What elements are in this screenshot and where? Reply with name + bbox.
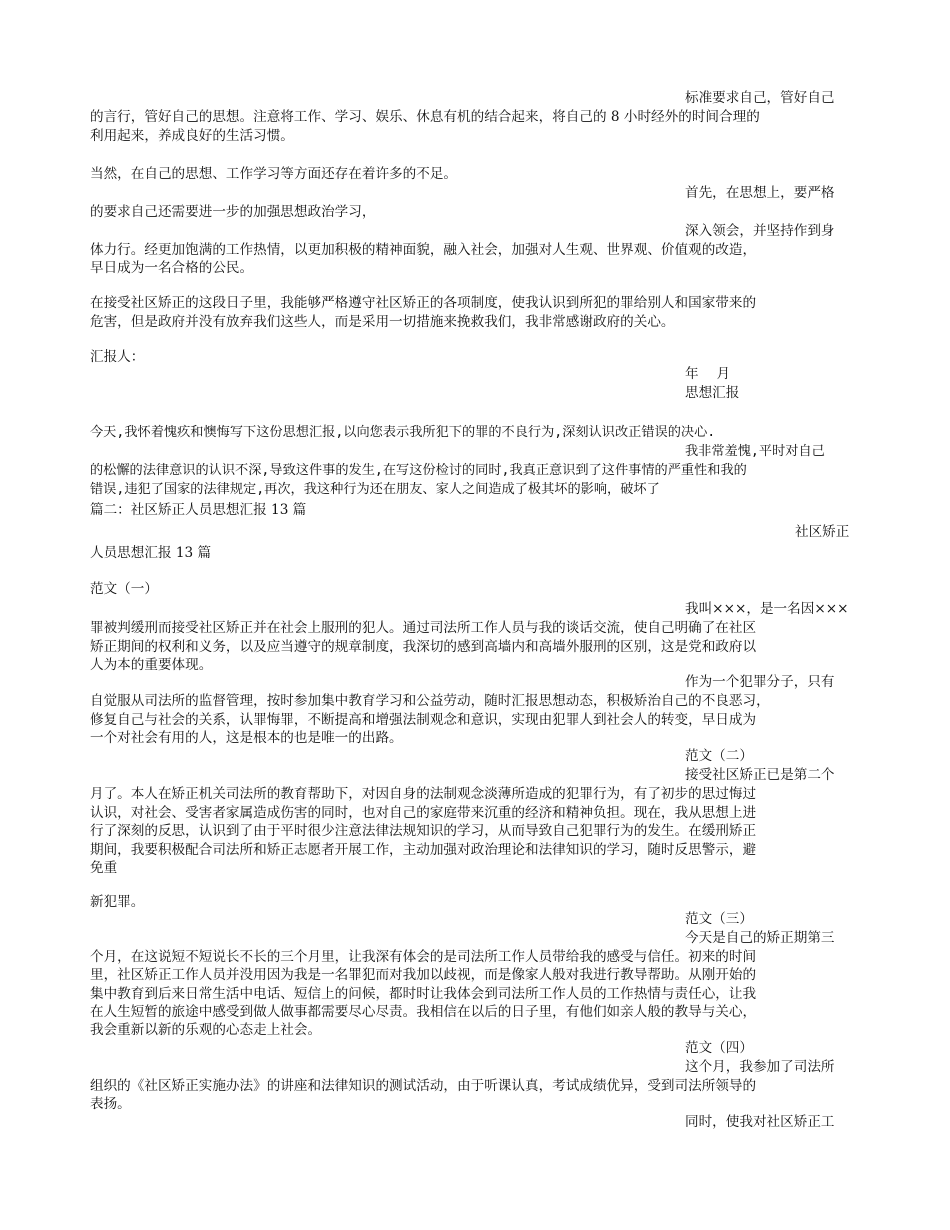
text-line: 汇报人：	[90, 349, 145, 365]
text-line: 利用起来，养成良好的生活习惯。	[90, 128, 294, 144]
text-line: 标准要求自己，管好自己	[685, 90, 835, 106]
text-line: 里，社区矫正工作人员并没用因为我是一名罪犯而对我加以歧视，而是像家人般对我进行教导帮助。从刚开始的	[90, 967, 757, 983]
text-line: 矫正期间的权利和义务，以及应当遵守的规章制度，我深切的感到高墙内和高墙外服刑的区别，这是党和政府以	[90, 639, 757, 655]
text-line: 的松懈的法律意识的认识不深,导致这件事的发生,在写这份检讨的同时,我真正意识到了这件事情的严重性和我的	[90, 463, 747, 478]
text-line: 体力行。经更加饱满的工作热情，以更加积极的精神面貌，融入社会，加强对人生观、世界观、价值观的改造，	[90, 242, 757, 258]
text-line: 组织的《社区矫正实施办法》的讲座和法律知识的测试活动，由于听课认真，考试成绩优异，受到司法所领导的	[90, 1078, 757, 1094]
text-line: 早日成为一名合格的公民。	[90, 260, 254, 276]
text-line: 一个对社会有用的人，这是根本的也是唯一的出路。	[90, 730, 403, 746]
text-line: 我会重新以新的乐观的心态走上社会。	[90, 1022, 322, 1038]
text-line: 深入领会，并坚持作到身	[685, 223, 835, 239]
chapter-heading-continued: 社区矫正	[795, 524, 850, 540]
text-line: 集中教育到后来日常生活中电话、短信上的问候，都时时让我体会到司法所工作人员的工作热情与责任心，让我	[90, 986, 757, 1002]
text-line: 今天,我怀着愧疚和懊悔写下这份思想汇报,以向您表示我所犯下的罪的不良行为,深刻认识改正错误的决心.	[90, 425, 716, 440]
text-line: 作为一个犯罪分子，只有	[685, 674, 835, 690]
text-line: 行了深刻的反思，认识到了由于平时很少注意法律法规知识的学习，从而导致自己犯罪行为的发生。在缓刑矫正	[90, 823, 757, 839]
text-line: 表扬。	[90, 1096, 131, 1112]
section-title: 思想汇报	[685, 385, 740, 401]
sample-heading: 范文（一）	[90, 581, 158, 597]
text-line: 当然，在自己的思想、工作学习等方面还存在着许多的不足。	[90, 166, 458, 182]
text-line: 错误,违犯了国家的法律规定,再次，我这种行为还在朋友、家人之间造成了极其坏的影响，破坏了	[90, 482, 660, 497]
text-line: 今天是自己的矫正期第三	[685, 930, 835, 946]
sample-heading: 范文（二）	[685, 748, 753, 764]
text-line: 接受社区矫正已是第二个	[685, 767, 835, 783]
text-line: 同时，使我对社区矫正工	[685, 1114, 835, 1130]
text-line: 免重	[90, 860, 118, 876]
text-line: 的要求自己还需要进一步的加强思想政治学习，	[90, 204, 376, 220]
text-line: 在接受社区矫正的这段日子里，我能够严格遵守社区矫正的各项制度，使我认识到所犯的罪给别人和国家带来的	[90, 295, 757, 311]
text-line: 认识，对社会、受害者家属造成伤害的同时，也对自己的家庭带来沉重的经济和精神负担。现在，我从思想上进	[90, 805, 757, 821]
text-line: 的言行，管好自己的思想。注意将工作、学习、娱乐、休息有机的结合起来，将自己的 8 小时经外的时间合理的	[90, 109, 760, 125]
text-line: 我叫×××，是一名因×××	[685, 601, 849, 617]
text-line: 首先，在思想上，要严格	[685, 185, 835, 201]
text-line: 月了。本人在矫正机关司法所的教育帮助下，对因自身的法制观念淡薄所造成的犯罪行为，有了初步的思过悔过	[90, 786, 757, 802]
text-line: 危害，但是政府并没有放弃我们这些人，而是采用一切措施来挽救我们，我非常感谢政府的关心。	[90, 314, 675, 330]
text-line: 这个月，我参加了司法所	[685, 1059, 835, 1075]
text-line: 个月，在这说短不短说长不长的三个月里，让我深有体会的是司法所工作人员带给我的感受与信任。初来的时间	[90, 949, 757, 965]
text-line: 人为本的重要体现。	[90, 657, 213, 673]
text-line: 修复自己与社会的关系，认罪悔罪，不断提高和增强法制观念和意识，实现由犯罪人到社会人的转变，早日成为	[90, 712, 757, 728]
sample-heading: 范文（三）	[685, 911, 753, 927]
text-line: 我非常羞愧,平时对自己	[685, 444, 825, 459]
text-line: 新犯罪。	[90, 894, 145, 910]
chapter-heading: 篇二：社区矫正人员思想汇报 13 篇	[90, 502, 307, 518]
text-line: 自觉服从司法所的监督管理，按时参加集中教育学习和公益劳动，随时汇报思想动态，积极矫治自己的不良恶习，	[90, 693, 770, 709]
chapter-heading-continued: 人员思想汇报 13 篇	[90, 545, 212, 561]
text-line: 罪被判缓刑而接受社区矫正并在社会上服刑的犯人。通过司法所工作人员与我的谈话交流，使自己明确了在社区	[90, 620, 757, 636]
text-line: 在人生短暂的旅途中感受到做人做事都需要尽心尽责。我相信在以后的日子里，有他们如亲人般的教导与关心，	[90, 1004, 757, 1020]
sample-heading: 范文（四）	[685, 1040, 753, 1056]
text-line: 期间，我要积极配合司法所和矫正志愿者开展工作，主动加强对政治理论和法律知识的学习，随时反思警示，避	[90, 842, 757, 858]
date-line: 年 月	[685, 366, 731, 382]
